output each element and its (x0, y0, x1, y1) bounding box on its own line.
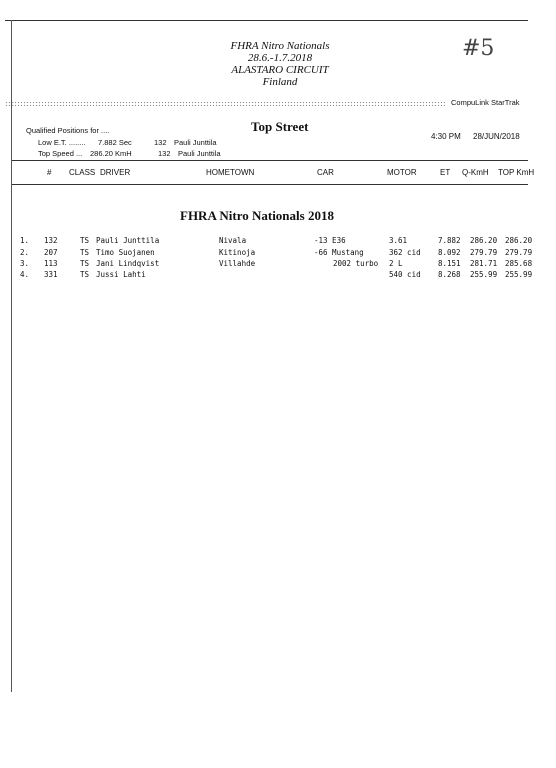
class-title: Top Street (251, 119, 309, 134)
row-number: 207 (44, 248, 58, 257)
col-hometown: HOMETOWN (206, 168, 255, 177)
col-car: CAR (317, 168, 334, 177)
row-topkmh: 286.20 (505, 236, 533, 245)
row-position: 4. (20, 270, 30, 279)
row-class: TS (80, 236, 90, 245)
handwritten-mark: #5 (462, 36, 495, 61)
system-label: CompuLink StarTrak (451, 98, 520, 107)
row-position: 3. (20, 259, 30, 268)
row-et: 8.268 (438, 270, 461, 279)
row-hometown: Kitinoja (219, 248, 256, 257)
col-class: CLASS (69, 168, 96, 177)
row-position: 2. (20, 248, 30, 257)
top-speed-label: Top Speed ... (38, 149, 83, 158)
event-country: Finland (262, 76, 298, 88)
row-class: TS (80, 270, 90, 279)
low-et-car: 132 (154, 138, 167, 147)
row-topkmh: 255.99 (505, 270, 533, 279)
row-motor: 540 cid (389, 270, 421, 279)
row-qkmh: 281.71 (470, 259, 498, 268)
col-topkmh: TOP KmH (498, 168, 535, 177)
col-driver: DRIVER (100, 168, 131, 177)
col-num: # (47, 168, 52, 177)
top-speed-driver: Pauli Junttila (178, 149, 221, 158)
top-speed-car: 132 (158, 149, 171, 158)
row-car: 2002 turbo (333, 259, 379, 268)
event-dates: 28.6.-1.7.2018 (247, 52, 313, 64)
top-speed-value: 286.20 KmH (90, 149, 132, 158)
header-bottom-rule (12, 184, 528, 185)
row-et: 8.092 (438, 248, 461, 257)
row-driver: Jani Lindqvist (96, 259, 160, 268)
row-qkmh: 279.79 (470, 248, 498, 257)
row-hometown: Nivala (219, 236, 247, 245)
low-et-value: 7.882 Sec (98, 138, 132, 147)
row-motor: 362 cid (389, 248, 421, 257)
row-driver: Pauli Junttila (96, 236, 160, 245)
row-et: 7.882 (438, 236, 461, 245)
row-qkmh: 286.20 (470, 236, 498, 245)
event-name: FHRA Nitro Nationals (230, 40, 330, 52)
qualified-title: Qualified Positions for .... (26, 126, 110, 135)
row-driver: Jussi Lahti (96, 270, 146, 279)
row-topkmh: 285.68 (505, 259, 533, 268)
report-time: 4:30 PM (431, 132, 461, 141)
row-car: -13 E36 (314, 236, 346, 245)
row-motor: 2 L (389, 259, 403, 268)
col-et: ET (440, 168, 451, 177)
row-driver: Timo Suojanen (96, 248, 155, 257)
col-qkmh: Q-KmH (462, 168, 489, 177)
row-class: TS (80, 259, 90, 268)
left-border-line (11, 20, 12, 692)
low-et-driver: Pauli Junttila (174, 138, 217, 147)
col-motor: MOTOR (387, 168, 417, 177)
row-et: 8.151 (438, 259, 461, 268)
row-car: -66 Mustang (314, 248, 364, 257)
row-number: 113 (44, 259, 58, 268)
row-topkmh: 279.79 (505, 248, 533, 257)
row-number: 132 (44, 236, 58, 245)
row-class: TS (80, 248, 90, 257)
section-title: FHRA Nitro Nationals 2018 (180, 208, 334, 223)
header-top-rule (12, 160, 528, 161)
event-venue: ALASTARO CIRCUIT (231, 64, 329, 76)
dotted-separator (5, 101, 445, 106)
row-hometown: Villahde (219, 259, 256, 268)
row-position: 1. (20, 236, 30, 245)
row-motor: 3.61 (389, 236, 408, 245)
report-date: 28/JUN/2018 (473, 132, 520, 141)
row-qkmh: 255.99 (470, 270, 498, 279)
row-number: 331 (44, 270, 58, 279)
top-border-line (5, 20, 528, 21)
low-et-label: Low E.T. ........ (38, 138, 86, 147)
